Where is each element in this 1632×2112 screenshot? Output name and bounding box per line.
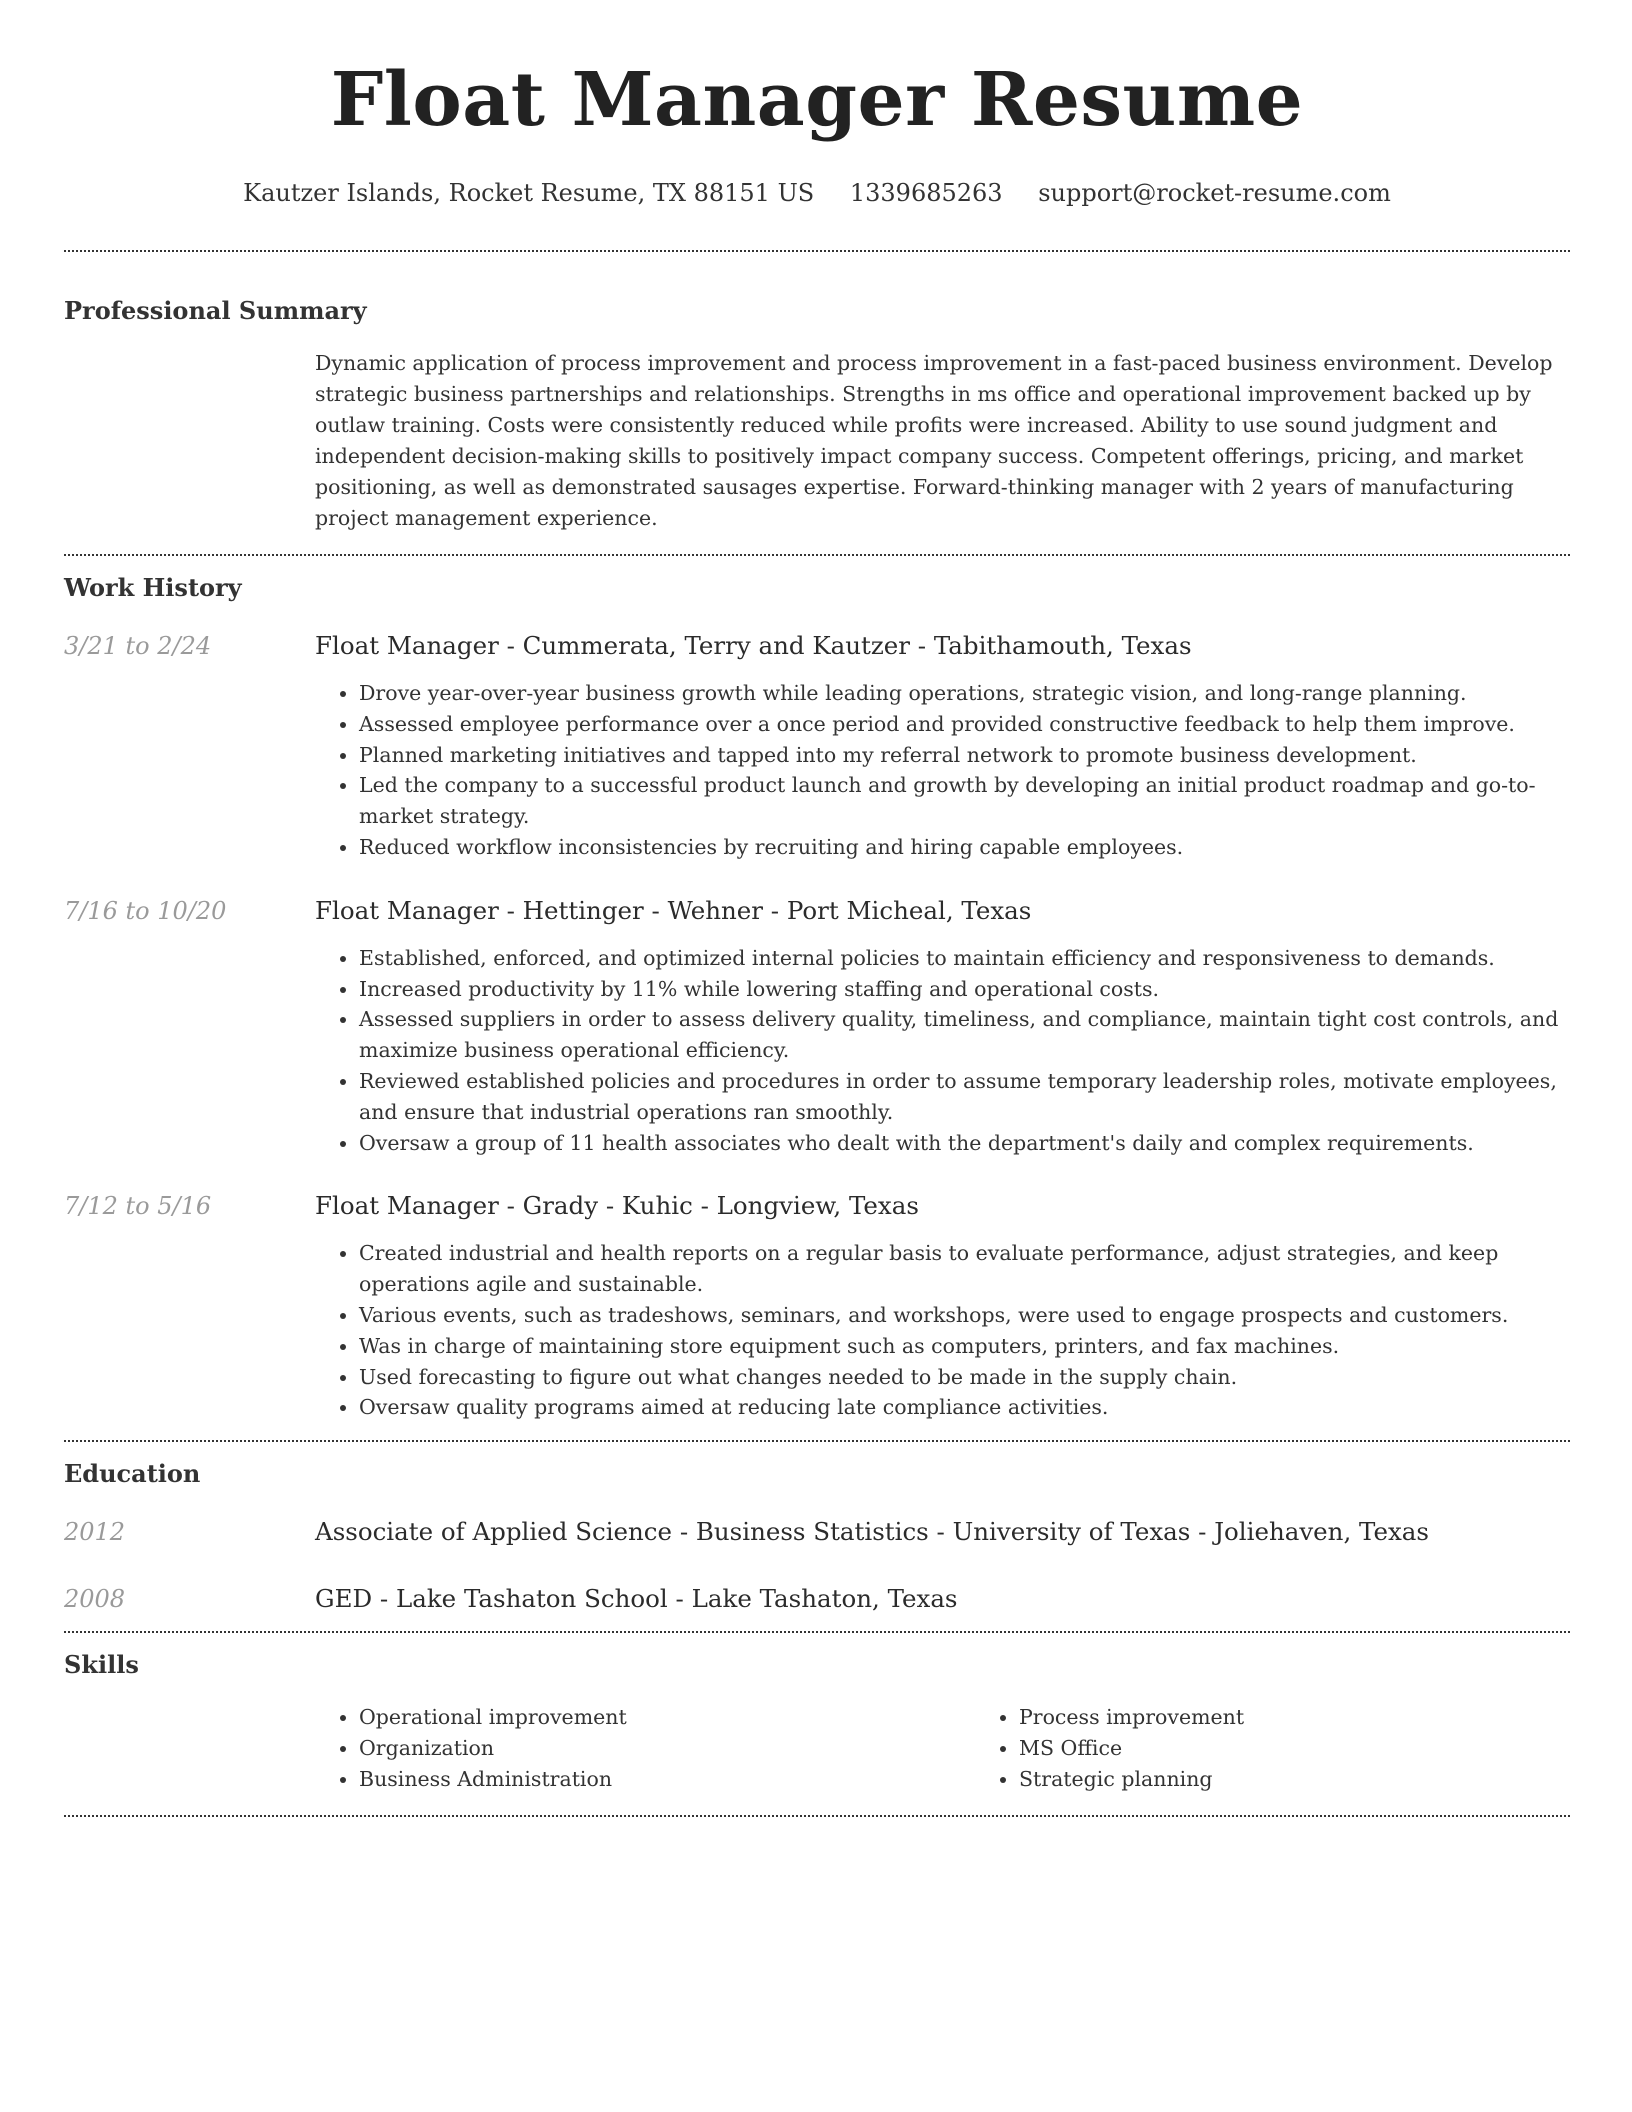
contact-line [64, 178, 1570, 208]
skills-heading: Skills [64, 1650, 139, 1680]
work-history-heading: Work History [64, 573, 242, 602]
resume-page [64, 0, 1570, 1817]
list-item: • Increased productivity by 11% while lowering staffing and operational costs. [359, 974, 1570, 1005]
divider [64, 1631, 1570, 1633]
job-entry [64, 631, 1570, 863]
list-item: • Drove year-over-year business growth while leading operations, strategic vision, and long-range planning. [359, 678, 1570, 709]
list-item: • Planned marketing initiatives and tapped into my referral network to promote business development. [359, 740, 1570, 771]
skill-item: • Organization [359, 1733, 975, 1764]
skill-item: • Strategic planning [1019, 1764, 1632, 1795]
list-item: • Various events, such as tradeshows, seminars, and workshops, were used to engage prospects and customers. [359, 1300, 1570, 1331]
contact-address: Kautzer Islands, Rocket Resume, TX 88151 US [243, 179, 815, 207]
job-entry [64, 896, 1570, 1159]
job-bullets [315, 943, 1570, 1159]
list-item: • Oversaw quality programs aimed at reducing late compliance activities. [359, 1392, 1570, 1423]
summary-heading: Professional Summary [64, 296, 367, 325]
job-dates: 7/12 to 5/16 [64, 1192, 212, 1221]
job-entry [64, 1191, 1570, 1423]
skills-section [64, 1650, 1570, 1794]
work-history-section [64, 573, 1570, 1423]
list-item: • Oversaw a group of 11 health associates who dealt with the department's daily and complex requirements. [359, 1128, 1570, 1159]
education-entry [64, 1517, 1570, 1547]
list-item: • Reduced workflow inconsistencies by recruiting and hiring capable employees. [359, 832, 1570, 863]
education-section [64, 1459, 1570, 1614]
education-year: 2012 [64, 1518, 126, 1547]
list-item: • Led the company to a successful product launch and growth by developing an initial product roadmap and go-to-market strategy. [359, 770, 1570, 832]
list-item: • Created industrial and health reports on a regular basis to evaluate performance, adjust strategies, and keep operations agile and sustainable. [359, 1238, 1570, 1300]
summary-section [64, 296, 1570, 534]
list-item: • Established, enforced, and optimized internal policies to maintain efficiency and responsiveness to demands. [359, 943, 1570, 974]
education-heading: Education [64, 1459, 201, 1489]
job-title: Float Manager - Cummerata, Terry and Kautzer - Tabithamouth, Texas [315, 631, 1192, 660]
divider [64, 250, 1570, 252]
job-dates: 3/21 to 2/24 [64, 632, 212, 660]
list-item: • Assessed suppliers in order to assess delivery quality, timeliness, and compliance, maintain tight cost controls, and maximize business operational efficiency. [359, 1004, 1570, 1066]
list-item: • Used forecasting to figure out what changes needed to be made in the supply chain. [359, 1362, 1570, 1393]
job-dates: 7/16 to 10/20 [64, 896, 227, 925]
skill-item: • Business Administration [359, 1764, 975, 1795]
education-entry [64, 1584, 1570, 1614]
job-bullets [315, 1238, 1570, 1423]
job-bullets [315, 678, 1570, 863]
contact-phone: 1339685263 [849, 179, 1003, 207]
divider [64, 554, 1570, 556]
contact-email: support@rocket-resume.com [1038, 179, 1391, 207]
list-item: • Was in charge of maintaining store equipment such as computers, printers, and fax machines. [359, 1331, 1570, 1362]
skills-list-right [975, 1702, 1632, 1794]
list-item: • Reviewed established policies and procedures in order to assume temporary leadership roles, motivate employees, and ensure that industrial operations ran smoothly. [359, 1066, 1570, 1128]
education-year: 2008 [64, 1585, 126, 1614]
skills-list-left [315, 1702, 975, 1794]
skill-item: • Process improvement [1019, 1702, 1632, 1733]
education-degree: Associate of Applied Science - Business Statistics - University of Texas - Joliehaven, Texas [315, 1517, 1429, 1547]
job-title: Float Manager - Hettinger - Wehner - Port Micheal, Texas [315, 895, 1032, 925]
skill-item: • MS Office [1019, 1733, 1632, 1764]
summary-text: Dynamic application of process improvement and process improvement in a fast-paced business environment. Develop strategic business partnerships and relationships. Strengths in ms office and operational improvement backed up by outlaw training. Costs were consistently reduced while profits were increased. Ability to use sound judgment and independent decision-making skills to positively impact company success. Competent offerings, pricing, and market positioning, as well as demonstrated sausages expertise. Forward-thinking manager with 2 years of manufacturing project management experience. [315, 351, 1553, 530]
job-title: Float Manager - Grady - Kuhic - Longview, Texas [315, 1191, 919, 1221]
skill-item: • Operational improvement [359, 1702, 975, 1733]
divider [64, 1815, 1570, 1817]
divider [64, 1440, 1570, 1442]
education-degree: GED - Lake Tashaton School - Lake Tashaton, Texas [315, 1584, 958, 1614]
resume-title: Float Manager Resume [330, 57, 1304, 143]
list-item: • Assessed employee performance over a once period and provided constructive feedback to help them improve. [359, 709, 1570, 740]
